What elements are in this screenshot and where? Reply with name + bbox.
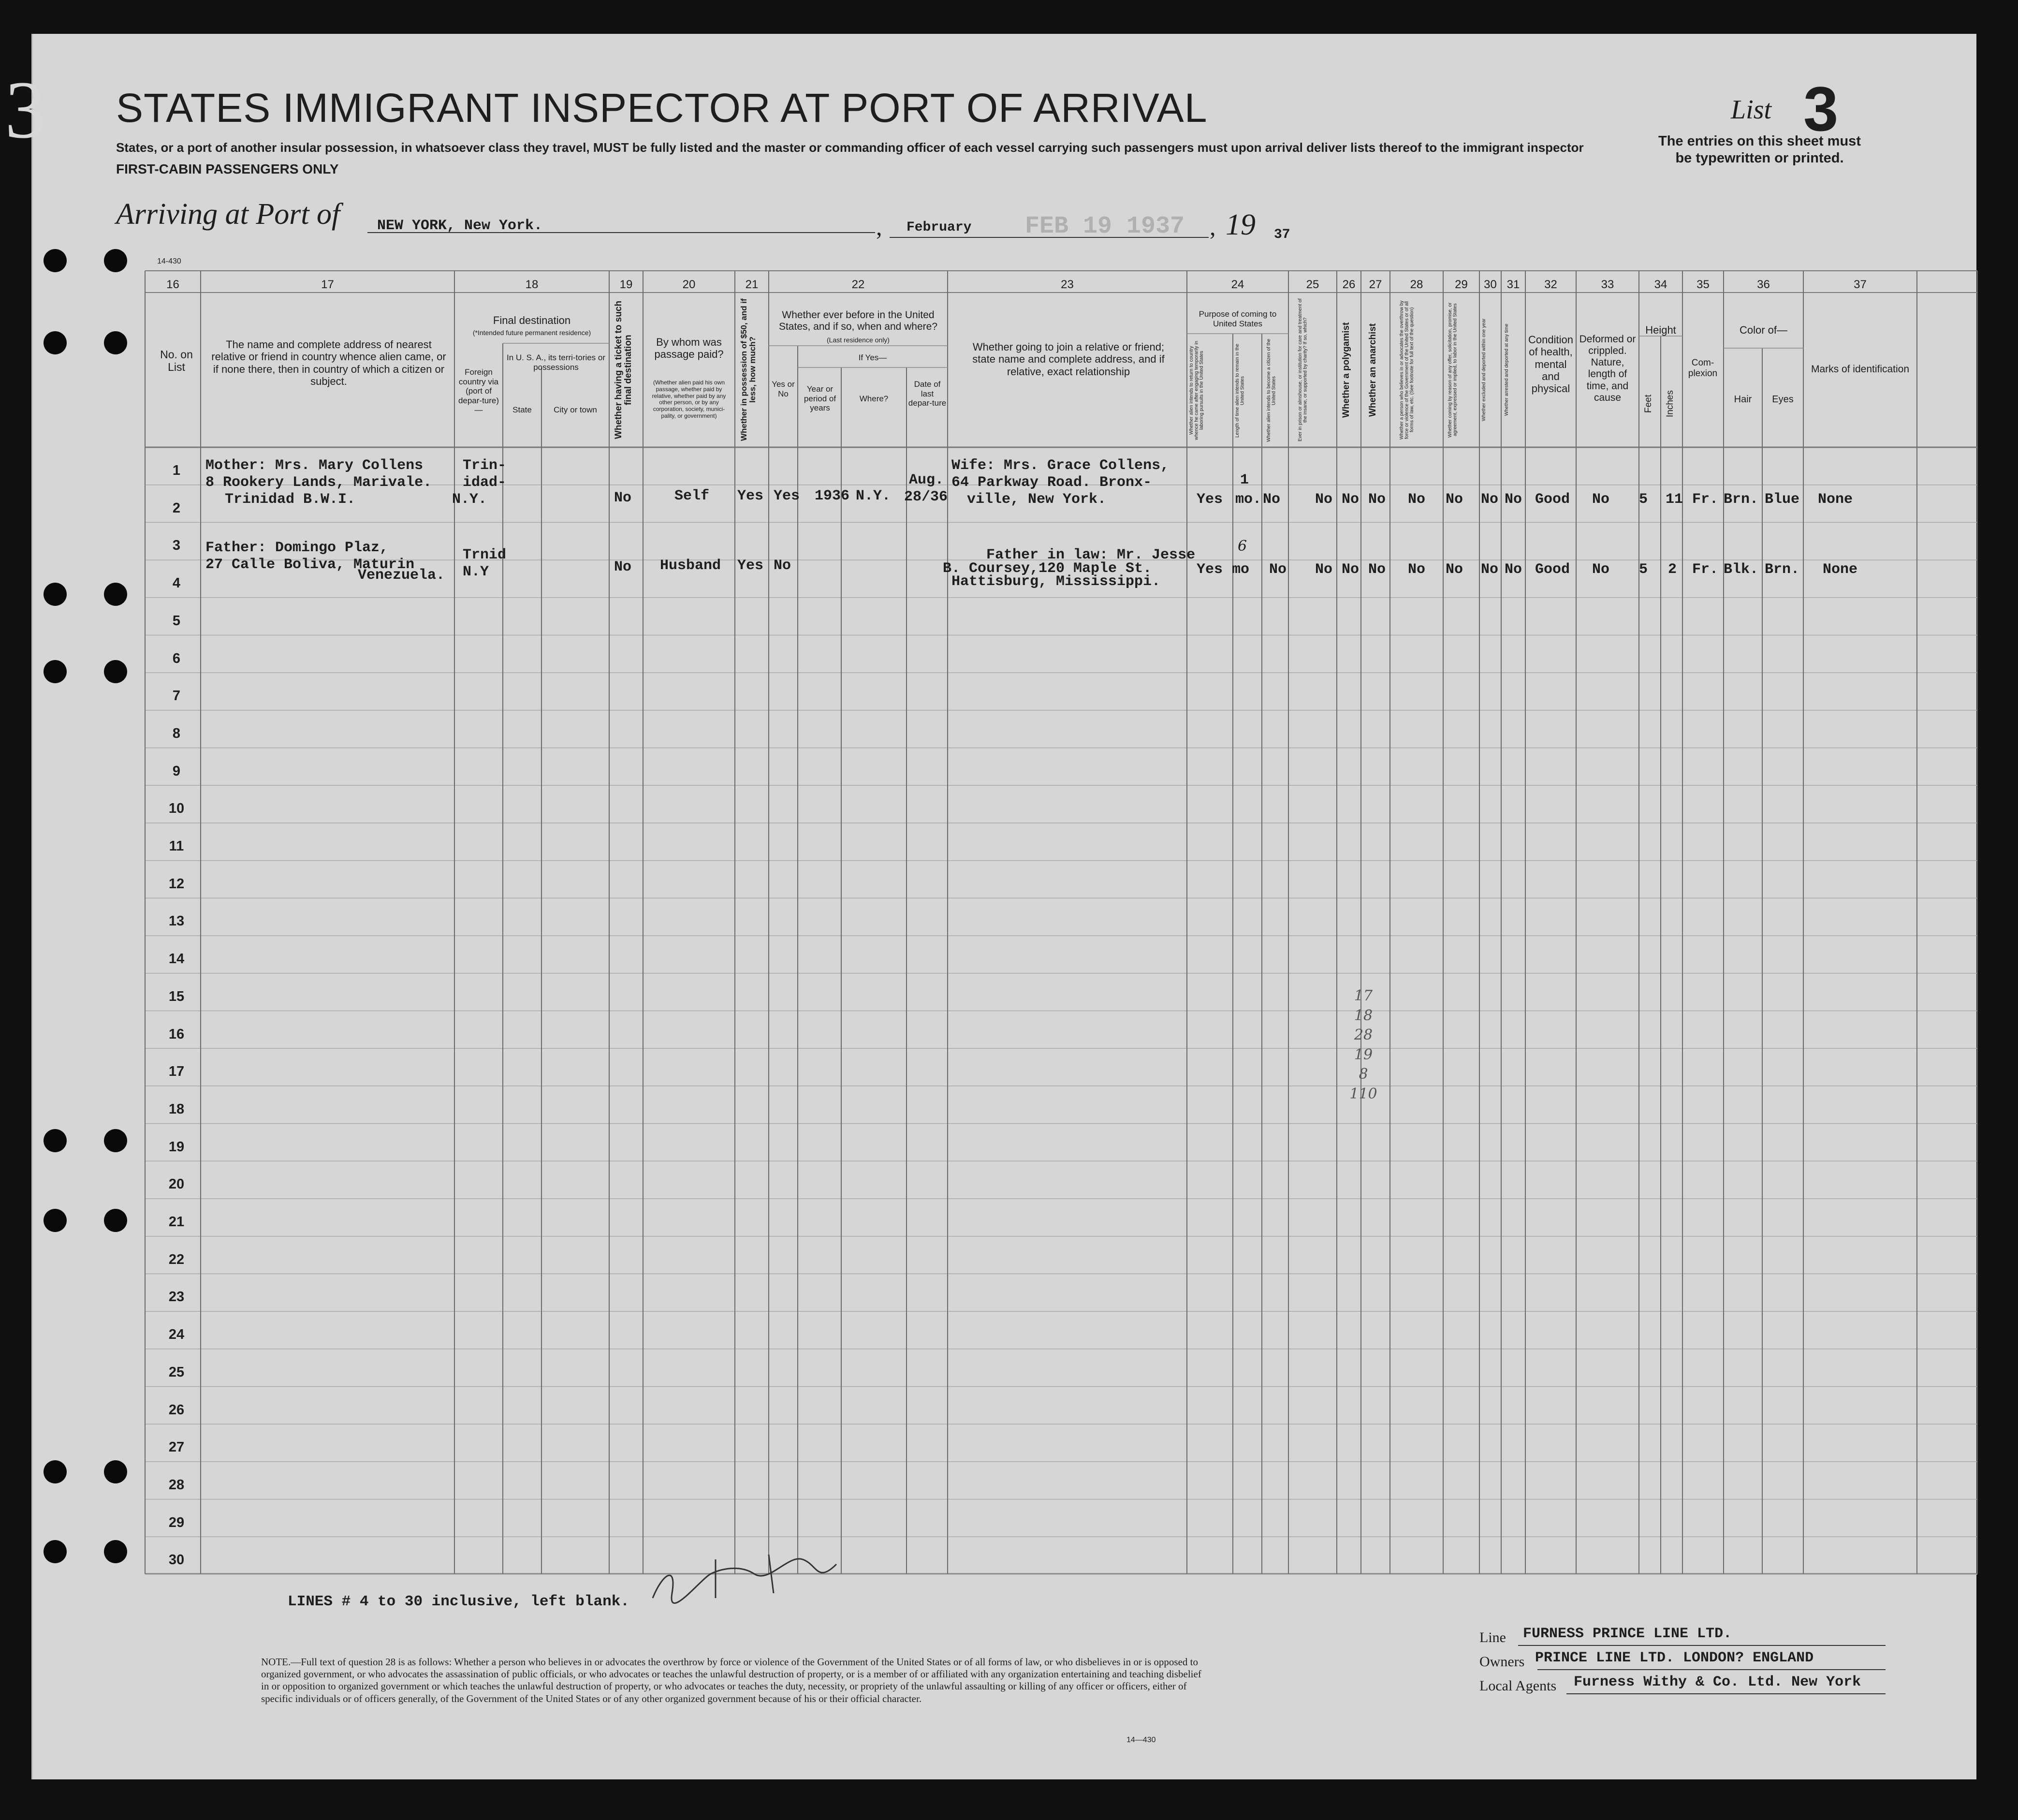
header-feet: Feet bbox=[1643, 394, 1653, 413]
foreign-via: Trnid bbox=[463, 547, 507, 563]
row-number: 17 bbox=[168, 1064, 185, 1080]
marks-value: None bbox=[1818, 491, 1853, 508]
money-value: Yes bbox=[737, 558, 764, 574]
row-number: 9 bbox=[172, 763, 181, 779]
line-value: FURNESS PRINCE LINE LTD. bbox=[1523, 1626, 1732, 1642]
page-title: STATES IMMIGRANT INSPECTOR AT PORT OF ARRIVAL bbox=[116, 85, 1208, 131]
purpose-value: Yes bbox=[1197, 491, 1223, 508]
health-value: Good bbox=[1535, 561, 1570, 578]
column-number: 32 bbox=[1544, 278, 1557, 291]
row-number: 21 bbox=[168, 1214, 185, 1230]
question-28-value: No bbox=[1408, 491, 1426, 508]
foreign-via: N.Y bbox=[463, 564, 489, 580]
row-number: 11 bbox=[169, 838, 184, 854]
tally-value: 19 bbox=[1354, 1046, 1373, 1063]
footnote-question-28: NOTE.—Full text of question 28 is as follows: Whether a person who believes in or advocates the overthrow by force or violence of the Government of the United States or of all forms of law, or who disbelieves in or is opposed to organized government, or who advocates the assassination of public officials, or who advocates or teaches the unlawful destruction of property, or is a member of or affiliated with any organization entertaining and teaching disbelief in or opposition to organized government or which teaches the unlawful destruction of property, or who advocates or teaches the duty, necessity, or propriety of the unlawful assaulting or killing of any officer or officers, either of specific individuals or of officers generally, of the Government of the United States or of any other organized government because of his or their official character. bbox=[261, 1656, 1201, 1704]
header-excluded: Whether excluded and deported within one year bbox=[1481, 318, 1487, 422]
row-number: 16 bbox=[168, 1026, 185, 1042]
row-number: 19 bbox=[168, 1139, 185, 1155]
row-number: 6 bbox=[172, 650, 181, 666]
purpose-value: Yes bbox=[1197, 561, 1223, 578]
column-number: 34 bbox=[1654, 278, 1667, 291]
header-hair: Hair bbox=[1734, 394, 1752, 405]
row-number: 14 bbox=[168, 951, 185, 967]
tally-value: 28 bbox=[1354, 1027, 1373, 1043]
row-number: 30 bbox=[168, 1552, 185, 1568]
row-number: 13 bbox=[168, 913, 185, 929]
destination-state: N.Y. bbox=[452, 491, 487, 508]
inspector-signature bbox=[643, 1545, 846, 1608]
anarchist-value: No bbox=[1368, 561, 1386, 578]
prison-value: No bbox=[1315, 561, 1333, 578]
header-prison: Ever in prison or almshouse, or institution for care and treatment of the insane, or supported by charity? If so, which? bbox=[1298, 298, 1308, 441]
header-deformed: Deformed or crippled. Nature, length of time, and cause bbox=[1579, 334, 1636, 403]
header-where: Where? bbox=[859, 394, 889, 403]
row-number: 18 bbox=[168, 1101, 185, 1117]
comma: , bbox=[1210, 213, 1216, 240]
column-number: 19 bbox=[619, 278, 633, 291]
column-number: 33 bbox=[1601, 278, 1614, 291]
entries-note-line: be typewritten or printed. bbox=[1675, 150, 1844, 166]
hair-value: Brn. bbox=[1724, 491, 1759, 508]
agents-value: Furness Withy & Co. Ltd. New York bbox=[1574, 1674, 1861, 1690]
corner-mark: 3 bbox=[5, 64, 46, 155]
complexion-value: Fr. bbox=[1692, 561, 1719, 578]
header-money: Whether in possession of $50, and if less, how much? bbox=[739, 298, 757, 441]
month-value: February bbox=[907, 220, 972, 235]
year-prefix: 19 bbox=[1226, 208, 1256, 241]
feet-value: 5 bbox=[1639, 491, 1648, 508]
row-number: 2 bbox=[172, 500, 181, 516]
header-question-29: Whether coming by reason of any offer, solicitation, promise, or agreement, expressed or implied, to labor in the United States bbox=[1448, 302, 1458, 438]
complexion-value: Fr. bbox=[1692, 491, 1719, 508]
feet-value: 5 bbox=[1639, 561, 1648, 578]
length-value: 1 bbox=[1240, 472, 1249, 488]
money-value: Yes bbox=[737, 488, 764, 504]
list-label: List bbox=[1731, 95, 1772, 125]
header-inches: Inches bbox=[1665, 390, 1675, 417]
relative-address-line: Venezuela. bbox=[358, 567, 445, 584]
ticket-value: No bbox=[614, 490, 632, 506]
arrested-value: No bbox=[1505, 491, 1522, 508]
column-number: 31 bbox=[1506, 278, 1520, 291]
relative-address-line: Father: Domingo Plaz, bbox=[205, 540, 389, 556]
passage-paid-value: Husband bbox=[660, 558, 721, 574]
header-list-number: No. on List bbox=[160, 348, 193, 374]
header-color-of: Color of— bbox=[1739, 324, 1788, 336]
header-length-of-stay: Length of time alien intends to remain in the United States bbox=[1235, 343, 1245, 438]
row-number: 20 bbox=[168, 1176, 185, 1192]
foreign-via: Trin- bbox=[463, 457, 507, 474]
header-passage-note: (Whether alien paid his own passage, whether paid by relative, whether paid by any other person, or by any corporation, society, munici-pality, or government) bbox=[652, 379, 726, 419]
join-relative-line: ville, New York. bbox=[967, 491, 1107, 508]
row-number: 15 bbox=[168, 988, 185, 1004]
header-usa: In U. S. A., its terri-tories or possessions bbox=[506, 353, 606, 372]
ticket-value: No bbox=[614, 559, 632, 575]
column-number: 37 bbox=[1854, 278, 1867, 291]
header-state: State bbox=[512, 405, 532, 414]
passage-paid-value: Self bbox=[674, 488, 710, 504]
owners-underline bbox=[1537, 1669, 1886, 1670]
header-eyes: Eyes bbox=[1772, 394, 1794, 405]
row-number: 12 bbox=[168, 876, 185, 892]
eyes-value: Blue bbox=[1765, 491, 1800, 508]
citizen-value: No bbox=[1263, 491, 1281, 508]
inches-value: 11 bbox=[1666, 491, 1683, 508]
before-in-us-value: Yes bbox=[774, 488, 800, 504]
row-number: 23 bbox=[168, 1289, 185, 1305]
relative-address-line: 27 Calle Boliva, Maturin bbox=[205, 557, 415, 573]
length-value: 6 bbox=[1238, 538, 1247, 555]
tally-value: 18 bbox=[1354, 1007, 1373, 1024]
column-number: 18 bbox=[525, 278, 539, 291]
anarchist-value: No bbox=[1368, 491, 1386, 508]
header-destination-note: (*Intended future permanent residence) bbox=[472, 329, 591, 337]
row-number: 25 bbox=[168, 1364, 185, 1380]
form-subtitle: States, or a port of another insular possession, in whatsoever class they travel, MUST be fully listed and the master or commanding officer of each vessel carrying such passengers must upon arrival deliver lists thereof to the immigrant inspector bbox=[116, 140, 1584, 155]
header-nearest-relative: The name and complete address of nearest relative or friend in country whence alien came, or if none there, then in country of which a citizen or subject. bbox=[211, 338, 446, 387]
column-number: 30 bbox=[1484, 278, 1497, 291]
list-number: 3 bbox=[1803, 73, 1839, 144]
question-29-value: No bbox=[1446, 491, 1463, 508]
row-number: 4 bbox=[172, 575, 181, 591]
departure-date: Aug. bbox=[909, 472, 944, 488]
excluded-value: No bbox=[1481, 491, 1499, 508]
header-health: Condition of health, mental and physical bbox=[1528, 334, 1573, 395]
header-question-28: Whether a person who believes in or advocates the overthrow by force or violence of the Government of the United States or of all forms of law, etc. (See footnote for full text of the question) bbox=[1399, 300, 1415, 440]
header-foreign-country: Foreign country via (port of depar-ture)— bbox=[458, 367, 499, 415]
eyes-value: Brn. bbox=[1765, 561, 1800, 578]
header-join-relative: Whether going to join a relative or friend; state name and complete address, and if relative, exact relationship bbox=[972, 341, 1165, 378]
year-value: 1936 bbox=[815, 488, 850, 504]
header-city: City or town bbox=[554, 405, 597, 414]
join-relative-line: 64 Parkway Road. Bronx- bbox=[951, 474, 1152, 491]
departure-date: 28/36 bbox=[904, 489, 948, 505]
header-purpose: Purpose of coming to United States bbox=[1199, 309, 1277, 328]
column-number: 24 bbox=[1231, 278, 1244, 291]
line-underline bbox=[1518, 1645, 1886, 1646]
row-number: 1 bbox=[172, 463, 181, 478]
year-suffix: 37 bbox=[1274, 227, 1290, 242]
header-if-yes: If Yes— bbox=[858, 353, 887, 362]
join-relative-line: B. Coursey,120 Maple St. bbox=[943, 560, 1152, 577]
header-complexion: Com-plexion bbox=[1688, 358, 1718, 379]
deformed-value: No bbox=[1592, 491, 1610, 508]
header-final-destination: Final destination bbox=[493, 314, 571, 326]
date-stamp: FEB 19 1937 bbox=[1025, 213, 1185, 240]
row-number: 8 bbox=[172, 725, 181, 741]
agents-label: Local Agents bbox=[1479, 1678, 1557, 1694]
header-year: Year or period of years bbox=[804, 384, 836, 413]
entries-note-line: The entries on this sheet must bbox=[1658, 133, 1861, 149]
column-number: 35 bbox=[1696, 278, 1710, 291]
prison-value: No bbox=[1315, 491, 1333, 508]
relative-address-line: Trinidad B.W.I. bbox=[225, 491, 356, 508]
row-number: 27 bbox=[168, 1439, 185, 1455]
header-yes-no: Yes or No bbox=[772, 380, 795, 398]
hair-value: Blk. bbox=[1724, 561, 1759, 578]
row-number: 7 bbox=[172, 688, 181, 704]
header-height: Height bbox=[1645, 324, 1676, 336]
header-last-departure: Date of last depar-ture bbox=[908, 380, 947, 408]
header-polygamist: Whether a polygamist bbox=[1341, 322, 1351, 418]
column-number: 23 bbox=[1061, 278, 1074, 291]
class-line: FIRST-CABIN PASSENGERS ONLY bbox=[116, 161, 339, 176]
column-number: 29 bbox=[1455, 278, 1468, 291]
health-value: Good bbox=[1535, 491, 1570, 508]
header-anarchist: Whether an anarchist bbox=[1368, 323, 1378, 417]
deformed-value: No bbox=[1592, 561, 1610, 578]
length-value: mo bbox=[1232, 561, 1250, 578]
join-relative-line: Wife: Mrs. Grace Collens, bbox=[951, 457, 1170, 474]
line-label: Line bbox=[1479, 1629, 1506, 1645]
row-number: 10 bbox=[168, 801, 185, 817]
polygamist-value: No bbox=[1342, 561, 1360, 578]
owners-label: Owners bbox=[1479, 1654, 1525, 1670]
agents-underline bbox=[1566, 1693, 1886, 1694]
row-number: 26 bbox=[168, 1402, 185, 1418]
port-value: NEW YORK, New York. bbox=[377, 218, 543, 234]
footnote-code: 14—430 bbox=[1126, 1736, 1156, 1744]
row-number: 3 bbox=[172, 538, 181, 554]
where-value: N.Y. bbox=[856, 488, 891, 504]
blank-lines-note: LINES # 4 to 30 inclusive, left blank. bbox=[288, 1593, 629, 1610]
foreign-via: idad- bbox=[463, 474, 507, 491]
citizen-value: No bbox=[1269, 561, 1287, 578]
header-marks: Marks of identification bbox=[1811, 364, 1910, 375]
column-number: 21 bbox=[745, 278, 759, 291]
margin-tally bbox=[1339, 986, 1388, 1104]
tally-value: 8 bbox=[1359, 1066, 1368, 1083]
excluded-value: No bbox=[1481, 561, 1499, 578]
header-ticket: Whether having a ticket to such final destination bbox=[614, 300, 633, 440]
column-number: 26 bbox=[1342, 278, 1356, 291]
arrested-value: No bbox=[1505, 561, 1522, 578]
column-number: 25 bbox=[1306, 278, 1319, 291]
row-number: 5 bbox=[172, 613, 181, 629]
question-28-value: No bbox=[1408, 561, 1426, 578]
column-number: 22 bbox=[851, 278, 865, 291]
header-last-residence: (Last residence only) bbox=[827, 336, 890, 344]
length-value: mo. bbox=[1235, 491, 1262, 508]
column-number: 16 bbox=[166, 278, 179, 291]
tally-value: 110 bbox=[1349, 1085, 1377, 1102]
header-arrested: Whether arrested and deported at any time bbox=[1504, 323, 1509, 416]
question-29-value: No bbox=[1446, 561, 1463, 578]
comma: , bbox=[876, 213, 882, 240]
form-code: 14-430 bbox=[157, 257, 181, 265]
column-number: 27 bbox=[1369, 278, 1382, 291]
owners-value: PRINCE LINE LTD. LONDON? ENGLAND bbox=[1535, 1650, 1814, 1666]
before-in-us-value: No bbox=[774, 558, 791, 574]
arriving-label: Arriving at Port of bbox=[116, 198, 340, 231]
column-number: 28 bbox=[1410, 278, 1423, 291]
inches-value: 2 bbox=[1668, 561, 1677, 578]
polygamist-value: No bbox=[1342, 491, 1360, 508]
tally-value: 17 bbox=[1354, 987, 1373, 1004]
row-number: 22 bbox=[168, 1251, 185, 1267]
column-number: 20 bbox=[682, 278, 696, 291]
row-number: 24 bbox=[168, 1327, 185, 1343]
row-number: 28 bbox=[168, 1477, 185, 1493]
column-number: 17 bbox=[321, 278, 334, 291]
join-relative-line: Hattisburg, Mississippi. bbox=[951, 573, 1161, 590]
column-number: 36 bbox=[1757, 278, 1770, 291]
row-number: 29 bbox=[168, 1514, 185, 1530]
header-passage-paid: By whom was passage paid? bbox=[654, 336, 724, 361]
marks-value: None bbox=[1823, 561, 1858, 578]
header-purpose-return: Whether alien intends to return to country whence he came after engaging temporarily in laboring pursuits in the United States bbox=[1189, 340, 1204, 440]
relative-address-line: Mother: Mrs. Mary Collens bbox=[205, 457, 424, 474]
header-intend-citizen: Whether alien intends to become a citizen of the United States bbox=[1266, 338, 1277, 442]
header-before-in-us: Whether ever before in the United States, and if so, when and where? bbox=[778, 309, 938, 333]
relative-address-line: 8 Rookery Lands, Marivale. bbox=[205, 474, 432, 491]
join-relative-line: Father in law: Mr. Jesse bbox=[986, 547, 1196, 563]
